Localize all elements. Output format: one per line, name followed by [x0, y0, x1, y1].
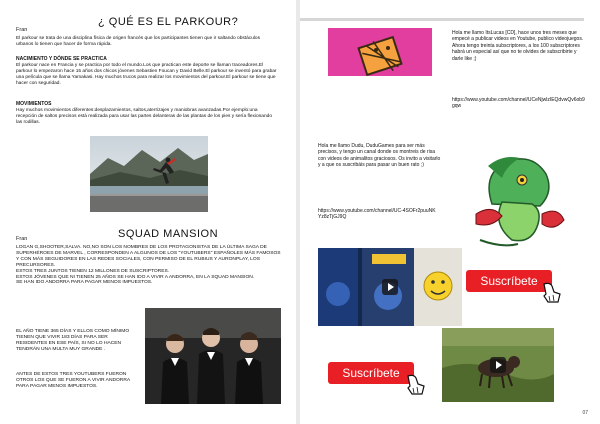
cursor-hand-icon	[404, 374, 428, 401]
channel-bio: Hola me llamo ItsLucas [CD], hace unos tres meses que empecé a publicar videos en Youtube, publico videojuegos. Ahora tengo treinta subscriptores, a los 100 subscriptores habrá un especial así que no te olvides de subscribirte y darle like ;)	[452, 30, 584, 62]
section-text: El parkour nace en Francia y se practica por todo el mundo.Los que practican este deporte se llaman traceadores.El parkour lo empezaron hace 15 años dos chicos jóvenes Sebastien Foucan y David Belle.El parkour se inventó para grabar una película que se llama Yamakasi. Hay muchos trucos para realizar los movimientos del parkour.El parkour se tiene que hacer con seguridad.	[16, 63, 277, 86]
author-label: Fran	[16, 27, 28, 33]
video-thumbnail[interactable]	[318, 248, 462, 326]
channel-link[interactable]: https://www.youtube.com/channel/UC-4SOFr2puuNKYz8zTjGJ9Q	[318, 208, 436, 220]
author-label: Fran	[16, 236, 28, 242]
cursor-hand-icon	[540, 282, 564, 309]
youtubers-photo	[145, 308, 281, 404]
page-gutter	[296, 0, 300, 424]
channel-link[interactable]: https://www.youtube.com/channel/UCeNjwlzIEQdvwQv6ob9gqw	[452, 97, 585, 109]
channel-logo	[328, 28, 432, 76]
section-heading: NACIMIENTO Y DÓNDE SE PRACTICA	[16, 56, 107, 62]
article-title: SQUAD MANSION	[118, 228, 219, 240]
squad-text: LOGAN G,SHOOTER,SALVA. NO,NO SON LOS NOMBRES DE LOS PROTAGONISTAS DE LA ÚLTIMA SAGA DE SUPERHÉROES DE MARVEL , CORRESPONDEN A ALGUNOS DE LOS "YOUTUBERS" ESPAÑOLES MÁS FAMOSOS Y CON MÁS SEGUIDORES EN LAS REDES SOCIALES, CON PERMISO DE EL RUBIUS Y AURONPLAY, LOS PRECURSORES. ESTOS TRES JUNTOS TIENEN 12 MILLONES DE SUSCRIPTORES. ESTOS JÓVENES QUE NI TIENEN 25 AÑOS SE HAN IDO A VIVIR A ANDORRA, EN LA SQUAD MANSION. SE HAN IDO ANDORRA PARA PAGAR MENOS IMPUESTOS.	[16, 245, 281, 286]
top-rule	[300, 18, 584, 21]
section-heading: MOVIMIENTOS	[16, 101, 52, 107]
section-text: Hay muchos movimientos diferentes:desplazamientos, saltos,aterrizajes y maniobras avanzadas.Por ejemplo:una recepción de saltos precisos está realizada para usar las partes delanteras de las plantas de los pies y sería flexionando las rodillas.	[16, 108, 272, 125]
play-button[interactable]	[490, 357, 506, 373]
article-title: ¿ QUÉ ES EL PARKOUR?	[98, 16, 239, 28]
subscribe-button[interactable]: Suscríbete	[328, 362, 414, 384]
left-page	[0, 0, 296, 424]
page-number: 07	[582, 410, 588, 416]
play-button[interactable]	[382, 279, 398, 295]
intro-text: El parkour se trata de una disciplina física de origen francés que los participantes tienen que ir saltando obstáculos urbanos lo tienen que hacer de forma rápida.	[16, 36, 260, 47]
mascot-image	[462, 144, 572, 254]
squad-text-3: ANTES DE ESTOS TRES YOUTUBERS FUERON OTROS LOS QUE SE FUERON A VIVIR ANDORRA PARA PAGAR MENOS IMPUESTOS.	[16, 372, 130, 389]
squad-text-2: EL AÑO TIENE 365 DÍAS Y ELLOS COMO MÍNIMO TIENEN QUE VIVIR 183 DÍAS PARA SER RESIDENTES EN ESE PAÍS, SI NO LO HACEN TENDRÁN UNA MULTA MUY GRANDE .	[16, 329, 130, 352]
parkour-photo	[90, 136, 208, 212]
subscribe-button[interactable]: Suscríbete	[466, 270, 552, 292]
video-thumbnail[interactable]	[442, 328, 554, 402]
channel-bio: Hola me llamo Dudu, DuduGames para ser más precisos, y tengo un canal donde os montreis de risa con videos de animalitos graciosos. Os invito a visitarlo y a que os suscribáis para pasar un buen rato ;)	[318, 143, 441, 169]
